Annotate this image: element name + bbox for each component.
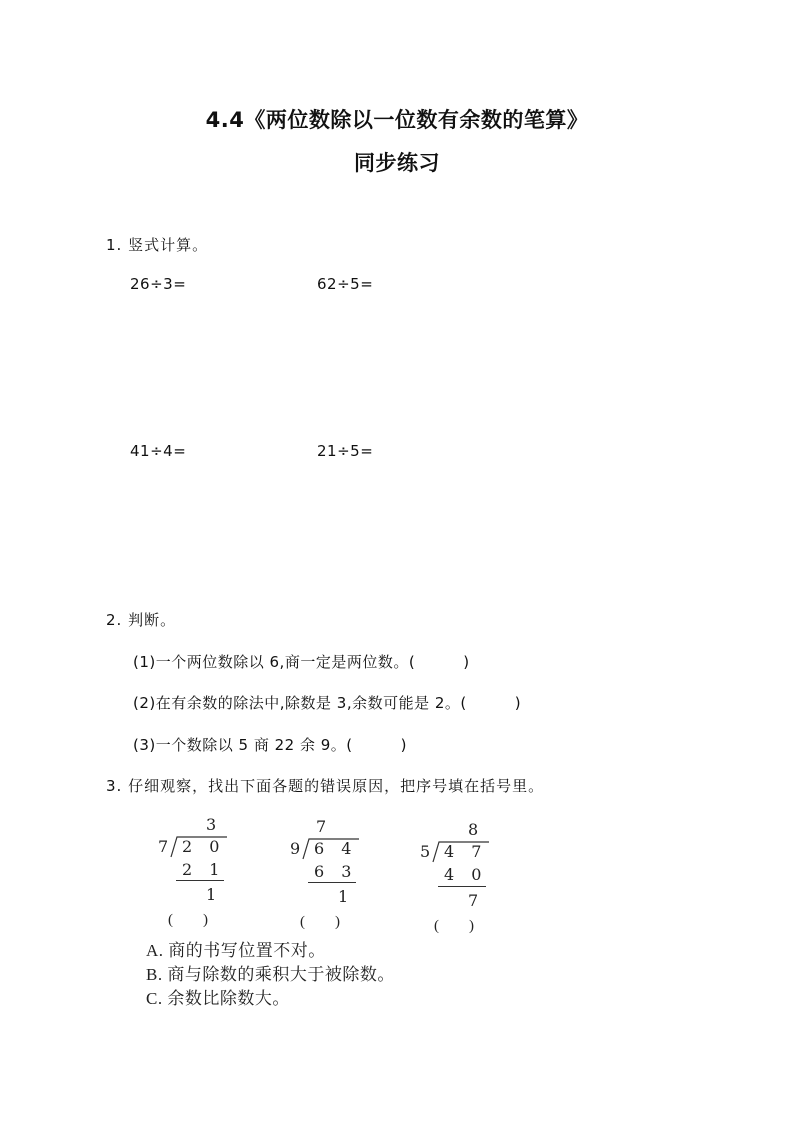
judge-item-2 — [133, 692, 521, 713]
judge-item-3-text: (3)一个数除以 5 商 22 余 9。( — [133, 736, 353, 754]
product: 4 0 — [444, 865, 488, 884]
divisor: 7 — [158, 837, 175, 856]
dividend: 2 0 — [182, 837, 226, 856]
q1-problem-3: 41÷4= — [130, 442, 187, 460]
long-division-1 — [158, 815, 238, 905]
divisor: 9 — [290, 839, 307, 858]
product: 6 3 — [314, 862, 358, 881]
page-title: 4.4《两位数除以一位数有余数的笔算》 — [205, 108, 589, 132]
subtraction-line — [176, 880, 224, 881]
judge-item-1-close: ) — [463, 653, 470, 671]
remainder: 1 — [338, 887, 355, 906]
judge-item-3-close: ) — [400, 736, 407, 754]
long-division-2 — [290, 817, 370, 907]
judge-item-1 — [133, 651, 470, 672]
q1-problem-4: 21÷5= — [317, 442, 374, 460]
answer-blank-a[interactable]: ( ) — [168, 912, 208, 928]
product: 2 1 — [182, 860, 226, 879]
q1-problem-1: 26÷3= — [130, 275, 187, 293]
q1-problem-2: 62÷5= — [317, 275, 374, 293]
judge-item-3 — [133, 734, 407, 755]
option-b: B. 商与除数的乘积大于被除数。 — [146, 965, 395, 984]
divisor: 5 — [420, 842, 437, 861]
judge-item-2-close: ) — [514, 694, 522, 712]
judge-item-1-text: (1)一个两位数除以 6,商一定是两位数。( — [133, 653, 416, 671]
subtraction-line — [308, 882, 356, 883]
long-division-3 — [420, 820, 500, 912]
quotient: 7 — [316, 817, 333, 836]
remainder: 1 — [206, 885, 223, 904]
answer-blank-b[interactable]: ( ) — [300, 914, 340, 930]
remainder: 7 — [468, 891, 485, 910]
answer-blank-c[interactable]: ( ) — [434, 918, 474, 934]
q2-heading: 2. 判断。 — [106, 611, 177, 629]
quotient: 3 — [206, 815, 223, 834]
quotient: 8 — [468, 820, 485, 839]
option-a: A. 商的书写位置不对。 — [146, 941, 326, 960]
q3-heading: 3. 仔细观察，找出下面各题的错误原因，把序号填在括号里。 — [106, 777, 545, 795]
dividend: 6 4 — [314, 839, 358, 858]
option-c: C. 余数比除数大。 — [146, 989, 290, 1008]
dividend: 4 7 — [444, 842, 488, 861]
q1-heading: 1. 竖式计算。 — [106, 236, 209, 254]
judge-item-2-text: (2)在有余数的除法中,除数是 3,余数可能是 2。( — [133, 694, 467, 712]
page-subtitle: 同步练习 — [354, 151, 440, 175]
subtraction-line — [438, 886, 486, 887]
